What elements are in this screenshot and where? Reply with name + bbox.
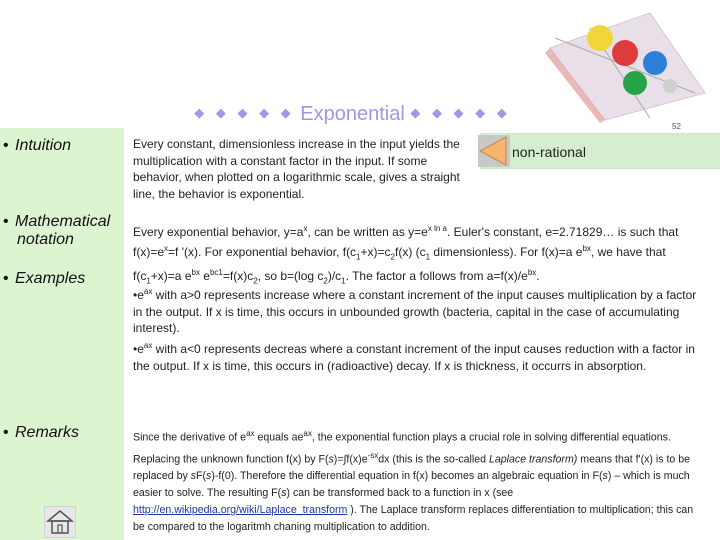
sidebar-item-mathematical-notation: • Mathematical notation [3, 213, 111, 248]
example-growth: $•e^{ax}$ with a>0 represents increase where a constant increment of the input causes multiplication by a factor in the output. If x is time, this occurs in unbounded growth (bacteria, capital in the case of accumulating interest). [133, 287, 697, 335]
page-title [180, 103, 525, 126]
example-decay: $•e^{ax}$ with a<0 represents decreas where a constant increment of the input causes reduction with a factor in the output. If x is time, this occurs in (radioactive) decay. If x is thickness, it occurrs in absorption. [133, 341, 695, 373]
sidebar-item-intuition: • Intuition [3, 137, 72, 154]
home-icon[interactable] [44, 506, 76, 538]
sidebar-item-examples: • Examples [3, 270, 86, 287]
title-right-diamonds: ◆ ◆ ◆ ◆ ◆ [410, 105, 511, 120]
non-rational-button[interactable] [480, 133, 720, 169]
remarks-text: Since the derivative of $e^{ax}$ equals $ae^{ax}$, the exponential function plays a crucial role in solving differential equations. Replacing the unknown function f(x) by $F(s)=\int f(x)e^{-sx}dx$ (this is the so-called Laplace transform) means that f'(x) is to be replaced by sF(s)-f(0). Therefore the differential equation in f(x) becomes an algebraic equation in F(s) – which is much easier to solve. The resulting F(s) can be transformed back to a function in x (see http://en.wikipedia.org/wiki/Laplace_transform ). The Laplace transform replaces differentiation to multiplication; this can be compared to the logaritmh chaning multiplication to addition. [133, 429, 694, 534]
colored-spheres-logo [530, 8, 720, 123]
math-notation-text: Every exponential behavior, $y=a^x$, can be written as $y=e^{x ln a}$. Euler's constant, e=2.71829… is such that $f(x)=e^x=f$ '(x). For exponential behavior, $f(c_1+x)=c_2f(x)$ ($c_1$ dimensionless). For f(x)=a $e^{bx}$, we have that $f(c_1+x)=a$ $e^{bx}$ $e^{bc1}=f(x)c_2$, so b=(log $c_2)/c_1$. The factor a follows from $a=f(x)/e^{bx}$. [133, 224, 679, 286]
sidebar [0, 128, 124, 540]
title-left-diamonds: ◆ ◆ ◆ ◆ ◆ [194, 105, 295, 120]
intuition-text: Every constant, dimensionless increase in the input yields the multiplication with a constant factor in the input. If some behavior, when plotted on a logarithmic scale, gives a straight line, the behavior is exponential. [133, 137, 460, 201]
non-rational-label: non-rational [512, 144, 586, 160]
laplace-transform-link[interactable]: http://en.wikipedia.org/wiki/Laplace_transform [133, 504, 348, 517]
triangle-left-icon [478, 135, 510, 167]
slide-number: 52 [672, 122, 681, 131]
sidebar-item-remarks: • Remarks [3, 424, 80, 441]
title-text: Exponential [300, 103, 405, 125]
